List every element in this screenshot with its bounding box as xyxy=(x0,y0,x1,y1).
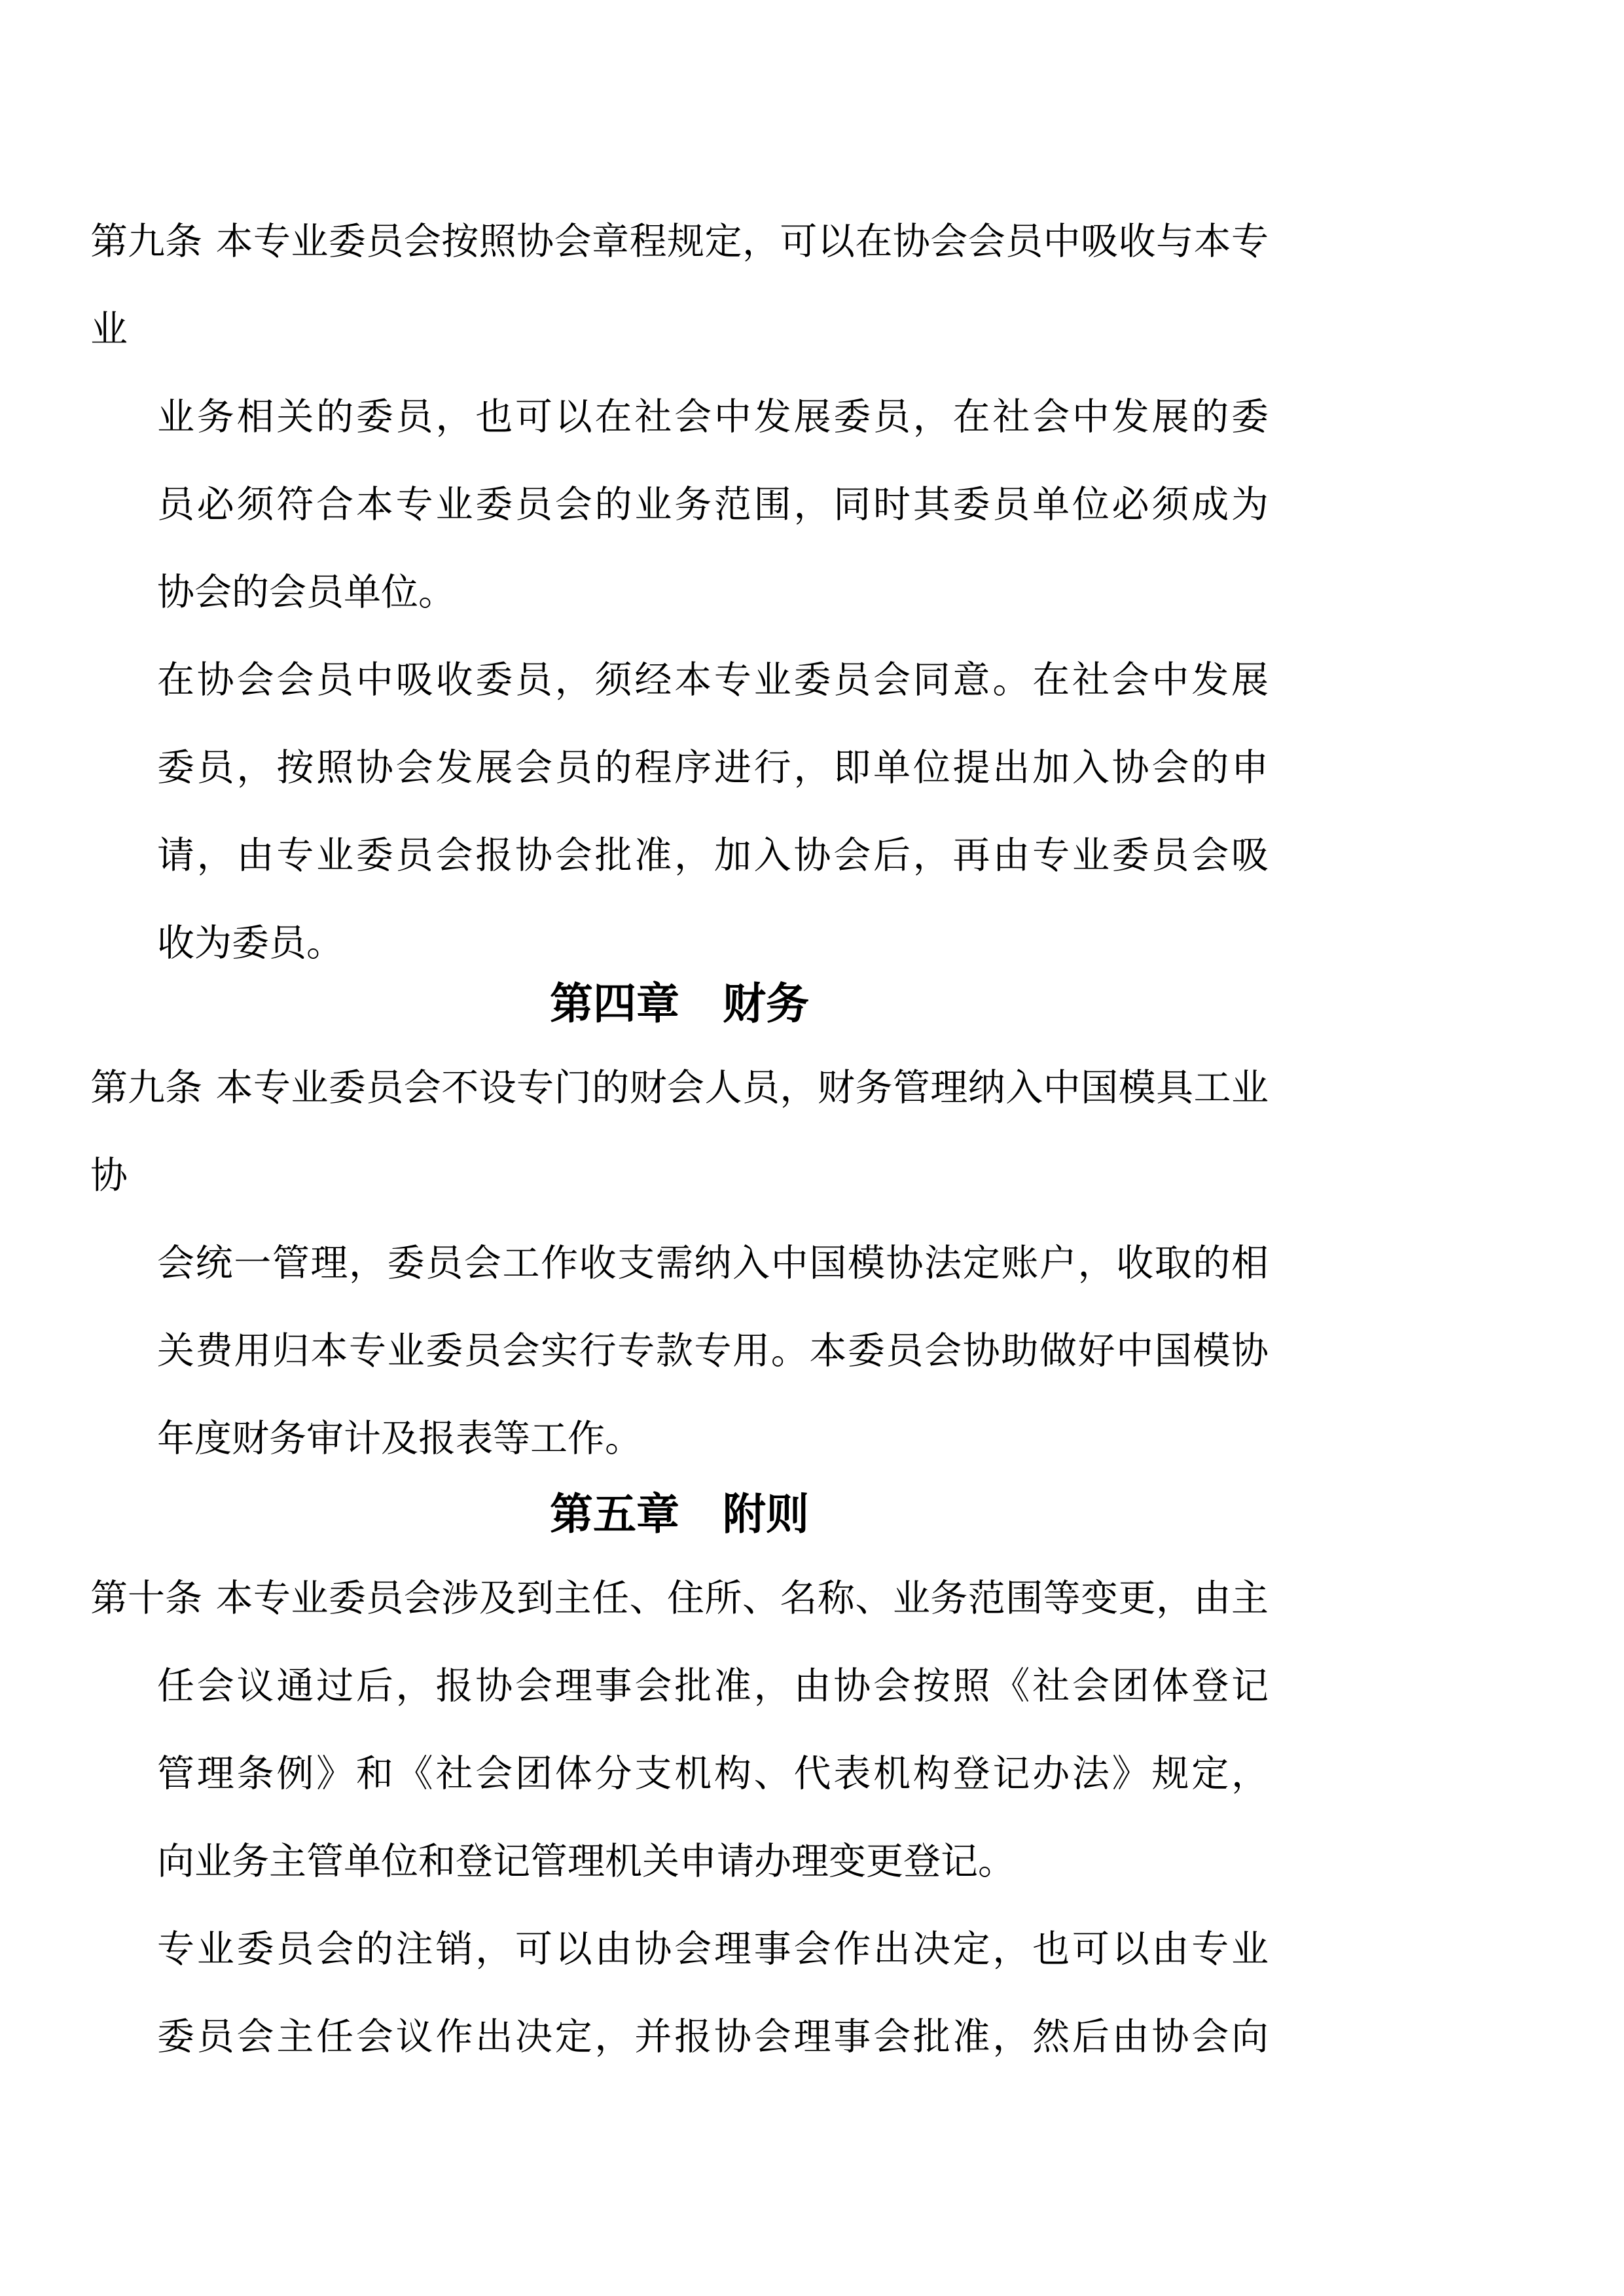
text-run: 本专业委员会不设专门的财会人员，财务管理纳入中国模具工业协 xyxy=(90,1066,1269,1197)
article-paragraph-membership xyxy=(90,198,1269,987)
chapter-5-heading: 第五章 附则 xyxy=(550,1488,809,1539)
text-line: 专业委员会的注销，可以由协会理事会作出决定，也可以由专业 xyxy=(157,1928,1269,1971)
text-line: 年度财务审计及报表等工作。 xyxy=(157,1417,642,1460)
article-paragraph-finance xyxy=(90,1044,1269,1482)
text-line: 管理条例》和《社会团体分支机构、代表机构登记办法》规定， xyxy=(157,1752,1269,1795)
text-line: 关费用归本专业委员会实行专款专用。本委员会协助做好中国模协 xyxy=(157,1329,1269,1372)
text-line: 会统一管理，委员会工作收支需纳入中国模协法定账户，收取的相 xyxy=(157,1242,1269,1285)
text-line xyxy=(90,198,1269,373)
text-line: 向业务主管单位和登记管理机关申请办理变更登记。 xyxy=(157,1840,1015,1883)
text-line: 业务相关的委员，也可以在社会中发展委员，在社会中发展的委 xyxy=(157,395,1269,439)
text-line xyxy=(90,1044,1269,1219)
article-label: 第十条 xyxy=(90,1577,202,1620)
text-run: 本专业委员会涉及到主任、住所、名称、业务范围等变更，由主 xyxy=(215,1577,1269,1620)
chapter-4-heading: 第四章 财务 xyxy=(550,978,809,1029)
article-label: 第九条 xyxy=(90,1066,202,1109)
text-line: 在协会会员中吸收委员，须经本专业委员会同意。在社会中发展 xyxy=(157,658,1269,702)
text-line: 任会议通过后，报协会理事会批准，由协会按照《社会团体登记 xyxy=(157,1664,1269,1708)
article-paragraph-changes xyxy=(90,1554,1269,2081)
text-line: 员必须符合本专业委员会的业务范围，同时其委员单位必须成为 xyxy=(157,483,1269,526)
text-line: 委员会主任会议作出决定，并报协会理事会批准，然后由协会向 xyxy=(157,2015,1269,2058)
text-line: 收为委员。 xyxy=(157,922,344,965)
article-label: 第九条 xyxy=(90,220,202,263)
text-run: 本专业委员会按照协会章程规定，可以在协会会员中吸收与本专业 xyxy=(90,220,1269,351)
text-line xyxy=(90,1554,1269,1642)
text-line: 委员，按照协会发展会员的程序进行，即单位提出加入协会的申 xyxy=(157,746,1269,789)
text-line: 协会的会员单位。 xyxy=(157,571,456,614)
text-line: 请，由专业委员会报协会批准，加入协会后，再由专业委员会吸 xyxy=(157,834,1269,877)
